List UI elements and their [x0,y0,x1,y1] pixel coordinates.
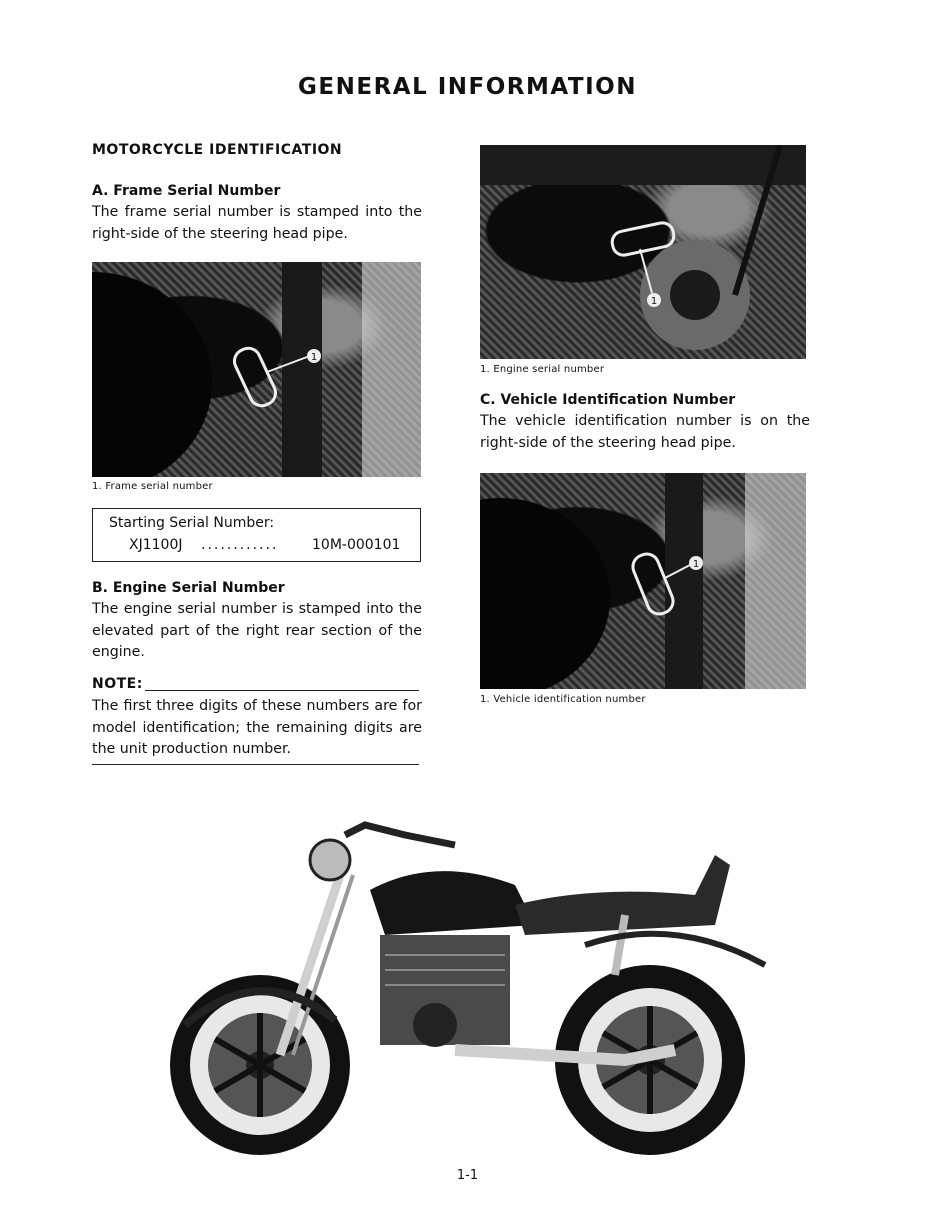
page-number: 1-1 [456,1168,479,1183]
engine-serial-photo [480,145,806,359]
vehicle-id-photo [480,473,806,689]
note-rule [145,690,419,691]
note-end-rule [92,764,419,765]
engine-callout: 1 [650,296,658,307]
motorcycle-photo [155,815,775,1155]
frame-serial-body: The frame serial number is stamped into the right-side of the steering head pipe. [92,204,422,242]
serial-leader-dots: ............ [201,537,279,553]
engine-serial-body: The engine serial number is stamped into the elevated part of the right rear section of the engine. [92,601,422,660]
frame-serial-photo [92,262,421,477]
vehicle-photo-overlay [480,473,806,689]
frame-serial-heading: A. Frame Serial Number [92,183,281,199]
serial-model: XJ1100J [129,537,183,553]
engine-serial-heading: B. Engine Serial Number [92,580,285,596]
starting-serial-box [92,508,421,562]
section-heading: MOTORCYCLE IDENTIFICATION [92,142,343,158]
note-label: NOTE: [92,676,143,692]
vehicle-callout: 1 [692,559,700,570]
starting-serial-label: Starting Serial Number: [109,515,275,531]
vehicle-id-heading: C. Vehicle Identification Number [480,392,736,408]
engine-serial-caption: 1. Engine serial number [480,364,605,375]
frame-serial-caption: 1. Frame serial number [92,481,213,492]
page-title: GENERAL INFORMATION [298,74,637,100]
vehicle-id-caption: 1. Vehicle identification number [480,694,646,705]
note-body: The first three digits of these numbers are for model identification; the remaining digits are the unit production number. [92,698,422,757]
frame-callout: 1 [310,352,318,363]
serial-value: 10M-000101 [312,537,401,553]
vehicle-id-body: The vehicle identification number is on the right-side of the steering head pipe. [480,413,810,451]
frame-photo-overlay [92,262,421,477]
engine-photo-overlay [480,145,806,359]
